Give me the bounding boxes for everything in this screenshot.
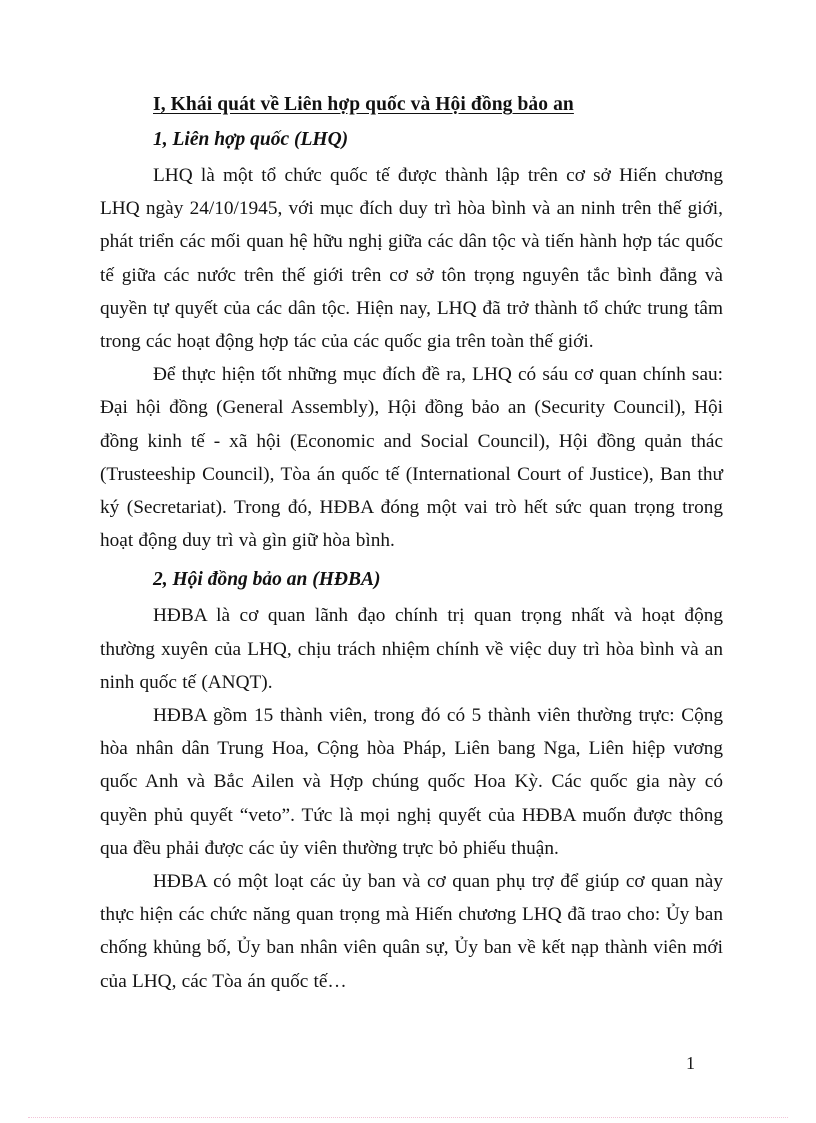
footer-divider [28, 1117, 788, 1118]
paragraph-hdba-members: HĐBA gồm 15 thành viên, trong đó có 5 thành viên thường trực: Cộng hòa nhân dân Trung Hoa, Cộng hòa Pháp, Liên bang Nga, Liên hiệp vương quốc Anh và Bắc Ailen và Hợp chúng quốc Hoa Kỳ. Các quốc gia này có quyền phủ quyết “veto”. Tức là mọi nghị quyết của HĐBA muốn được thông qua đều phải được các ủy viên thường trực bỏ phiếu thuận. [100, 705, 723, 859]
page-number: 1 [686, 1053, 695, 1073]
document-body [100, 88, 723, 998]
paragraph-lhq-overview: LHQ là một tổ chức quốc tế được thành lập trên cơ sở Hiến chương LHQ ngày 24/10/1945, với mục đích duy trì hòa bình và an ninh trên thế giới, phát triển các mối quan hệ hữu nghị giữa các dân tộc và tiến hành hợp tác quốc tế giữa các nước trên thế giới trên cơ sở tôn trọng nguyên tắc bình đẳng và quyền tự quyết của các dân tộc. Hiện nay, LHQ đã trở thành tổ chức trung tâm trong các hoạt động hợp tác của các quốc gia trên toàn thế giới. [100, 165, 723, 353]
heading-section-1: I, Khái quát về Liên hợp quốc và Hội đồng bảo an [153, 94, 574, 115]
paragraph-hdba-role: HĐBA là cơ quan lãnh đạo chính trị quan trọng nhất và hoạt động thường xuyên của LHQ, chịu trách nhiệm chính về việc duy trì hòa bình và an ninh quốc tế (ANQT). [100, 605, 723, 693]
heading-subsection-2: 2, Hội đồng bảo an (HĐBA) [153, 569, 381, 591]
paragraph-lhq-organs: Để thực hiện tốt những mục đích đề ra, LHQ có sáu cơ quan chính sau: Đại hội đồng (General Assembly), Hội đồng bảo an (Security Council), Hội đồng kinh tế - xã hội (Economic and Social Council), Hội đồng quản thác (Trusteeship Council), Tòa án quốc tế (International Court of Justice), Ban thư ký (Secretariat). Trong đó, HĐBA đóng một vai trò hết sức quan trọng trong hoạt động duy trì và gìn giữ hòa bình. [100, 364, 723, 552]
paragraph-hdba-committees: HĐBA có một loạt các ủy ban và cơ quan phụ trợ để giúp cơ quan này thực hiện các chức năng quan trọng mà Hiến chương LHQ đã trao cho: Ủy ban chống khủng bố, Ủy ban nhân viên quân sự, Ủy ban về kết nạp thành viên mới của LHQ, các Tòa án quốc tế… [100, 871, 723, 992]
heading-subsection-1: 1, Liên hợp quốc (LHQ) [153, 129, 349, 150]
